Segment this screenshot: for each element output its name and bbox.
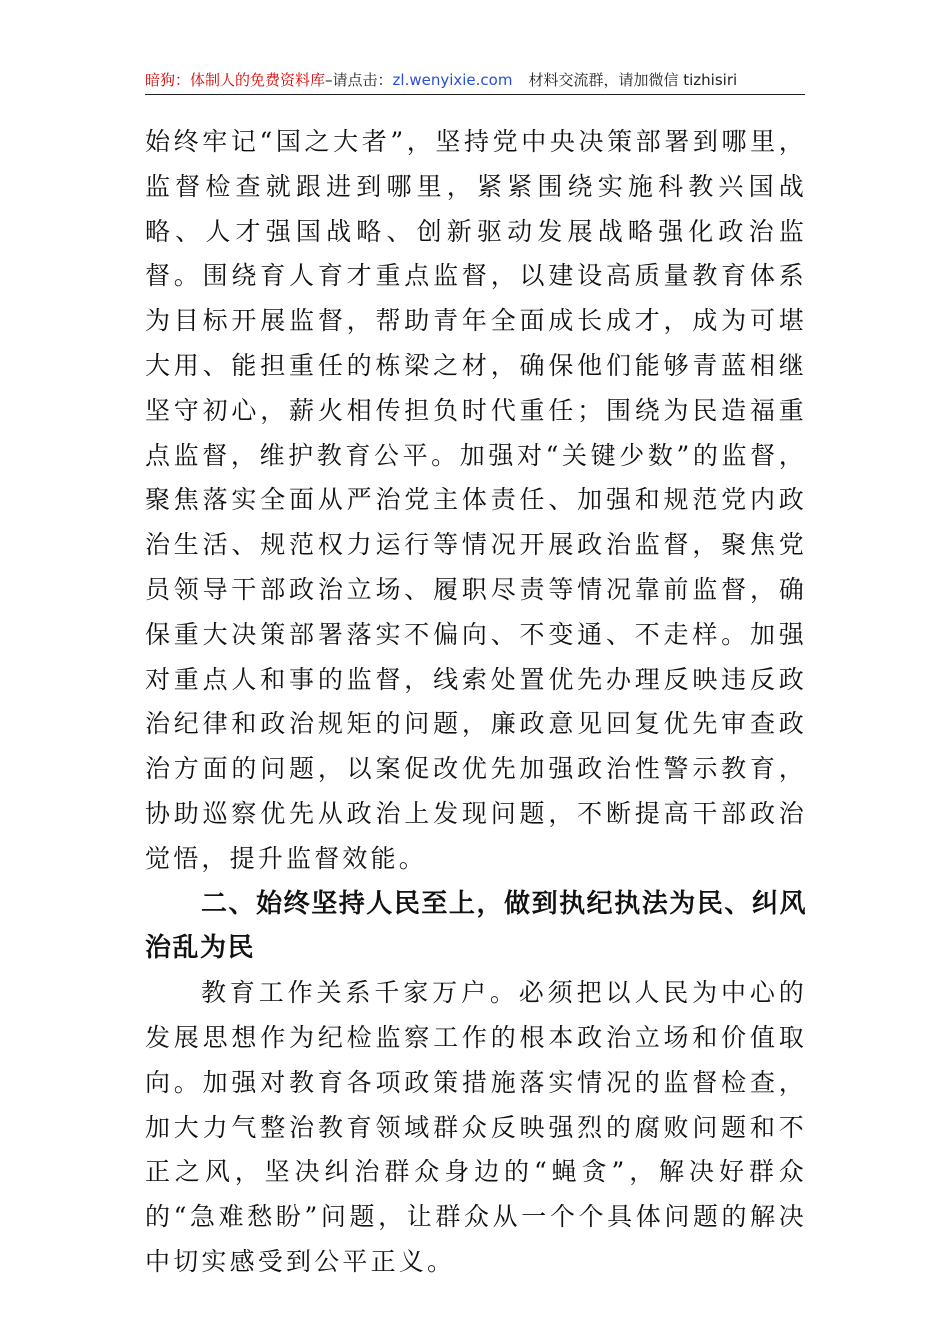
header-click-label: –请点击： <box>325 71 393 89</box>
header-contact: 材料交流群，请加微信 tizhisiri <box>528 71 738 89</box>
section-heading-2: 二、始终坚持人民至上，做到执纪执法为民、纠风治乱为民 <box>145 888 807 964</box>
header-site-label: 暗狗：体制人的免费资料库 <box>145 71 326 89</box>
header-url-link[interactable]: zl.wenyixie.com <box>392 71 513 89</box>
body-paragraph-2: 教育工作关系千家万户。必须把以人民为中心的发展思想作为纪检监察工作的根本政治立场和价值取向。加强对教育各项政策措施落实情况的监督检查，加大力气整治教育领域群众反映强烈的腐败问题和不正之风，坚决纠治群众身边的“蝇贪”，解决好群众的“急难愁盼”问题，让群众从一个个具体问题的解决中切实感受到公平正义。 <box>145 978 807 1276</box>
page-header <box>145 66 805 95</box>
document-body <box>145 120 807 1285</box>
body-paragraph-1: 始终牢记“国之大者”，坚持党中央决策部署到哪里，监督检查就跟进到哪里，紧紧围绕实施科教兴国战略、人才强国战略、创新驱动发展战略强化政治监督。围绕育人育才重点监督，以建设高质量教育体系为目标开展监督，帮助青年全面成长成才，成为可堪大用、能担重任的栋梁之材，确保他们能够青蓝相继坚守初心，薪火相传担负时代重任；围绕为民造福重点监督，维护教育公平。加强对“关键少数”的监督，聚焦落实全面从严治党主体责任、加强和规范党内政治生活、规范权力运行等情况开展政治监督，聚焦党员领导干部政治立场、履职尽责等情况靠前监督，确保重大决策部署落实不偏向、不变通、不走样。加强对重点人和事的监督，线索处置优先办理反映违反政治纪律和政治规矩的问题，廉政意见回复优先审查政治方面的问题，以案促改优先加强政治性警示教育，协助巡察优先从政治上发现问题，不断提高干部政治觉悟，提升监督效能。 <box>145 127 807 873</box>
